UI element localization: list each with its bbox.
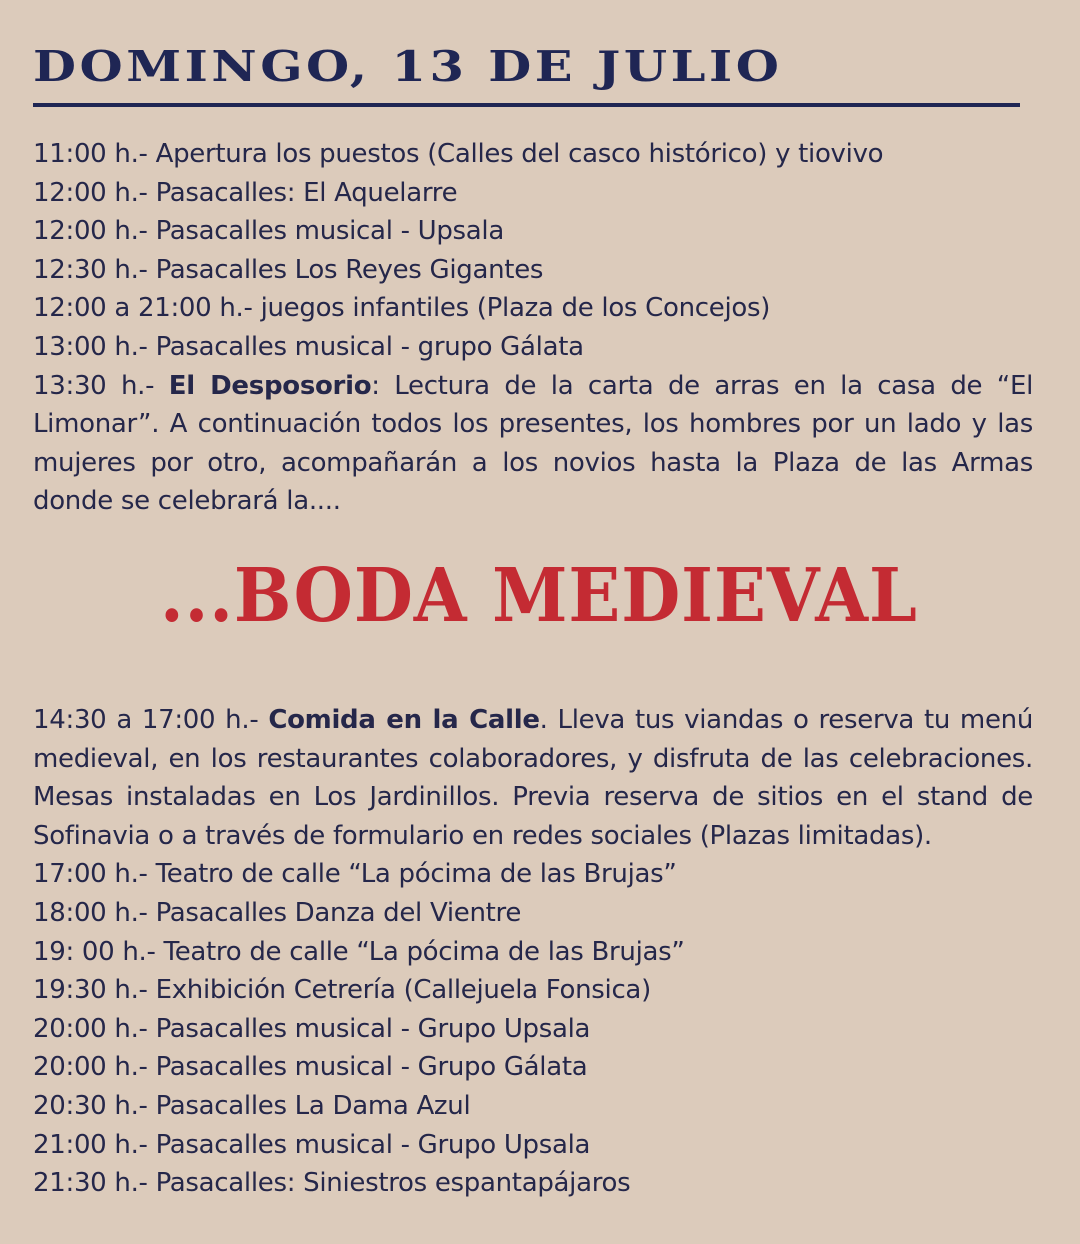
schedule-item: 19: 00 h.- Teatro de calle “La pócima de las Brujas” bbox=[33, 936, 685, 967]
comida-item bbox=[33, 701, 1033, 855]
schedule-item: 21:30 h.- Pasacalles: Siniestros espantapájaros bbox=[33, 1168, 631, 1199]
comida-text: . Lleva tus viandas o reserva tu menú medieval, en los restaurantes colaboradores, y disfruta de las celebraciones. Mesas instaladas en Los Jardinillos. Previa reserva de sitios en el stand de Sofinavia o a través de formulario en redes sociales (Plazas limitadas). bbox=[33, 705, 1034, 851]
day-title: DOMINGO, 13 DE JULIO bbox=[33, 42, 783, 91]
schedule-item: 20:00 h.- Pasacalles musical - Grupo Upsala bbox=[33, 1013, 591, 1044]
schedule-item: 13:00 h.- Pasacalles musical - grupo Gálata bbox=[33, 331, 584, 362]
desposorio-name: El Desposorio bbox=[168, 370, 372, 401]
schedule-item: 12:30 h.- Pasacalles Los Reyes Gigantes bbox=[33, 254, 544, 285]
schedule-item: 19:30 h.- Exhibición Cetrería (Callejuela Fonsica) bbox=[33, 975, 651, 1006]
schedule-item: 21:00 h.- Pasacalles musical - Grupo Upsala bbox=[33, 1129, 591, 1160]
schedule-item: 12:00 h.- Pasacalles musical - Upsala bbox=[33, 216, 504, 247]
comida-name: Comida en la Calle bbox=[268, 705, 540, 735]
morning-schedule bbox=[33, 135, 1038, 521]
schedule-item: 12:00 h.- Pasacalles: El Aquelarre bbox=[33, 177, 458, 208]
title-underline bbox=[33, 103, 1020, 107]
boda-medieval-heading: ...BODA MEDIEVAL bbox=[160, 553, 918, 639]
schedule-item: 20:00 h.- Pasacalles musical - Grupo Gálata bbox=[33, 1052, 588, 1083]
schedule-item: 18:00 h.- Pasacalles Danza del Vientre bbox=[33, 897, 522, 928]
desposorio-item bbox=[33, 367, 1033, 521]
schedule-item: 12:00 a 21:00 h.- juegos infantiles (Plaza de los Concejos) bbox=[33, 293, 771, 324]
afternoon-schedule bbox=[33, 701, 1038, 1203]
schedule-item: 20:30 h.- Pasacalles La Dama Azul bbox=[33, 1090, 471, 1121]
desposorio-text: : Lectura de la carta de arras en la casa de “El Limonar”. A continuación todos los presentes, los hombres por un lado y las mujeres por otro, acompañarán a los novios hasta la Plaza de las Armas donde se celebrará la.... bbox=[33, 370, 1033, 517]
schedule-item: 11:00 h.- Apertura los puestos (Calles del casco histórico) y tiovivo bbox=[33, 139, 884, 169]
desposorio-time: 13:30 h.- bbox=[33, 370, 169, 401]
schedule-item: 17:00 h.- Teatro de calle “La pócima de las Brujas” bbox=[33, 859, 677, 890]
comida-time: 14:30 a 17:00 h.- bbox=[33, 705, 269, 735]
